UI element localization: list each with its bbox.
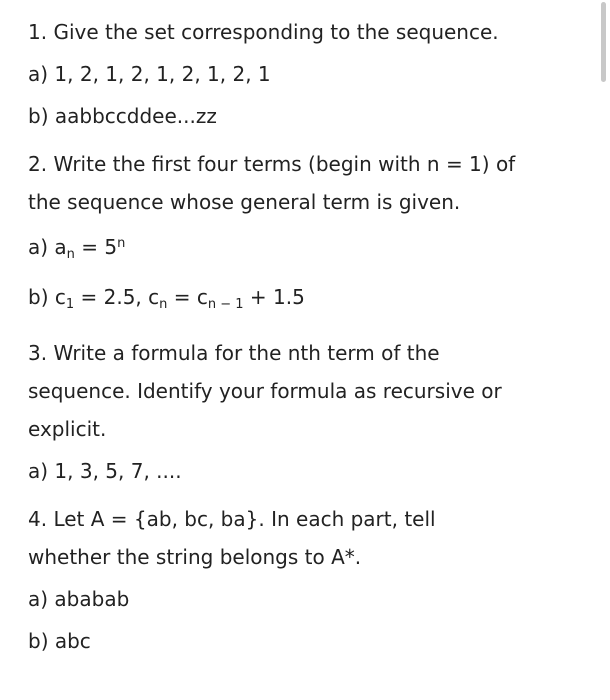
question-1-prompt: 1. Give the set corresponding to the sequence.	[28, 20, 499, 44]
question-2-part-b-middle-2: = c	[167, 285, 208, 309]
question-4-part-b: b) abc	[28, 629, 91, 653]
question-3-part-a: a) 1, 3, 5, 7, ....	[28, 459, 182, 483]
question-2-part-a	[28, 225, 582, 274]
question-2-part-b-middle-1: = 2.5, c	[74, 285, 160, 309]
question-2-part-b-subscript-2: n	[159, 297, 168, 312]
question-2-part-b-subscript-3: n − 1	[207, 297, 244, 312]
question-1-part-b: b) aabbccddee...zz	[28, 104, 217, 128]
question-3-prompt-line-2: sequence. Identify your formula as recursive or	[28, 379, 502, 403]
question-2-part-b-suffix: + 1.5	[243, 285, 305, 309]
question-2-part-a-prefix: a) a	[28, 235, 67, 259]
question-4-prompt-line-1: 4. Let A = {ab, bc, ba}. In each part, tell	[28, 507, 436, 531]
question-2-part-b-prefix: b) c	[28, 285, 66, 309]
question-2-part-a-superscript: n	[117, 236, 126, 251]
question-3-prompt-line-3: explicit.	[28, 417, 107, 441]
question-3-prompt-line-1: 3. Write a formula for the nth term of the	[28, 341, 440, 365]
question-1-part-a: a) 1, 2, 1, 2, 1, 2, 1, 2, 1	[28, 62, 271, 86]
question-4-prompt-line-2: whether the string belongs to A*.	[28, 545, 362, 569]
question-2-part-b-subscript-1: 1	[65, 297, 75, 312]
question-2-part-b	[28, 278, 582, 324]
vertical-scrollbar[interactable]	[601, 2, 606, 82]
question-2-prompt-line-1: 2. Write the first four terms (begin with n = 1) of	[28, 152, 516, 176]
question-2-part-a-subscript: n	[66, 247, 75, 262]
question-2-part-a-middle: = 5	[74, 235, 118, 259]
question-2-prompt-line-2: the sequence whose general term is given.	[28, 190, 461, 214]
question-4-part-a: a) ababab	[28, 587, 130, 611]
